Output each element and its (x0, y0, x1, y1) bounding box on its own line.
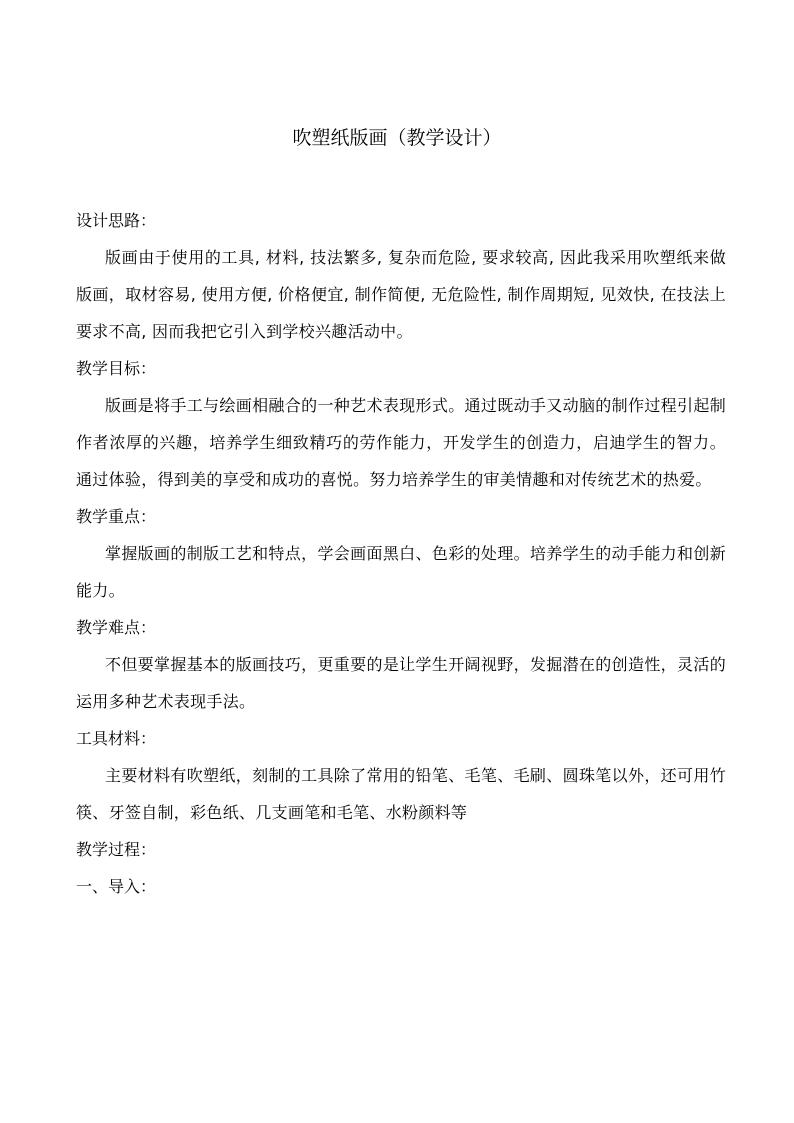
section-body-objectives: 版画是将手工与绘画相融合的一种艺术表现形式。通过既动手又动脑的制作过程引起制作者浓厚的兴趣，培养学生细致精巧的劳作能力，开发学生的创造力，启迪学生的智力。通过体验，得到美的享受和成功的喜悦。努力培养学生的审美情趣和对传统艺术的热爱。 (76, 396, 726, 489)
section-body-design-idea: 版画由于使用的工具, 材料, 技法繁多, 复杂而危险, 要求较高, 因此我采用吹塑纸来做版画，取材容易, 使用方便, 价格便宜, 制作简便, 无危险性, 制作周期短, 见效快, 在技法上要求不高, 因而我把它引入到学校兴趣活动中。 (76, 248, 726, 341)
section-heading-key-points: 教学重点： (76, 507, 157, 526)
section-body-difficulties: 不但要掌握基本的版画技巧，更重要的是让学生开阔视野，发掘潜在的创造性，灵活的运用多种艺术表现手法。 (76, 655, 726, 711)
section-heading-objectives: 教学目标： (76, 359, 157, 378)
section-heading-materials: 工具材料： (76, 729, 157, 748)
document-title: 吹塑纸版画（教学设计） (292, 127, 502, 149)
section-body-materials: 主要材料有吹塑纸，刻制的工具除了常用的铅笔、毛笔、毛刷、圆珠笔以外，还可用竹筷、牙签自制，彩色纸、几支画笔和毛笔、水粉颜料等 (76, 766, 726, 822)
section-body-key-points: 掌握版画的制版工艺和特点，学会画面黑白、色彩的处理。培养学生的动手能力和创新能力。 (76, 544, 726, 600)
step-one-heading: 一、导入： (76, 877, 157, 896)
document-body (76, 202, 726, 905)
section-heading-difficulties: 教学难点： (76, 618, 157, 637)
section-heading-process: 教学过程： (76, 840, 157, 859)
section-heading-design-idea: 设计思路： (76, 211, 157, 230)
